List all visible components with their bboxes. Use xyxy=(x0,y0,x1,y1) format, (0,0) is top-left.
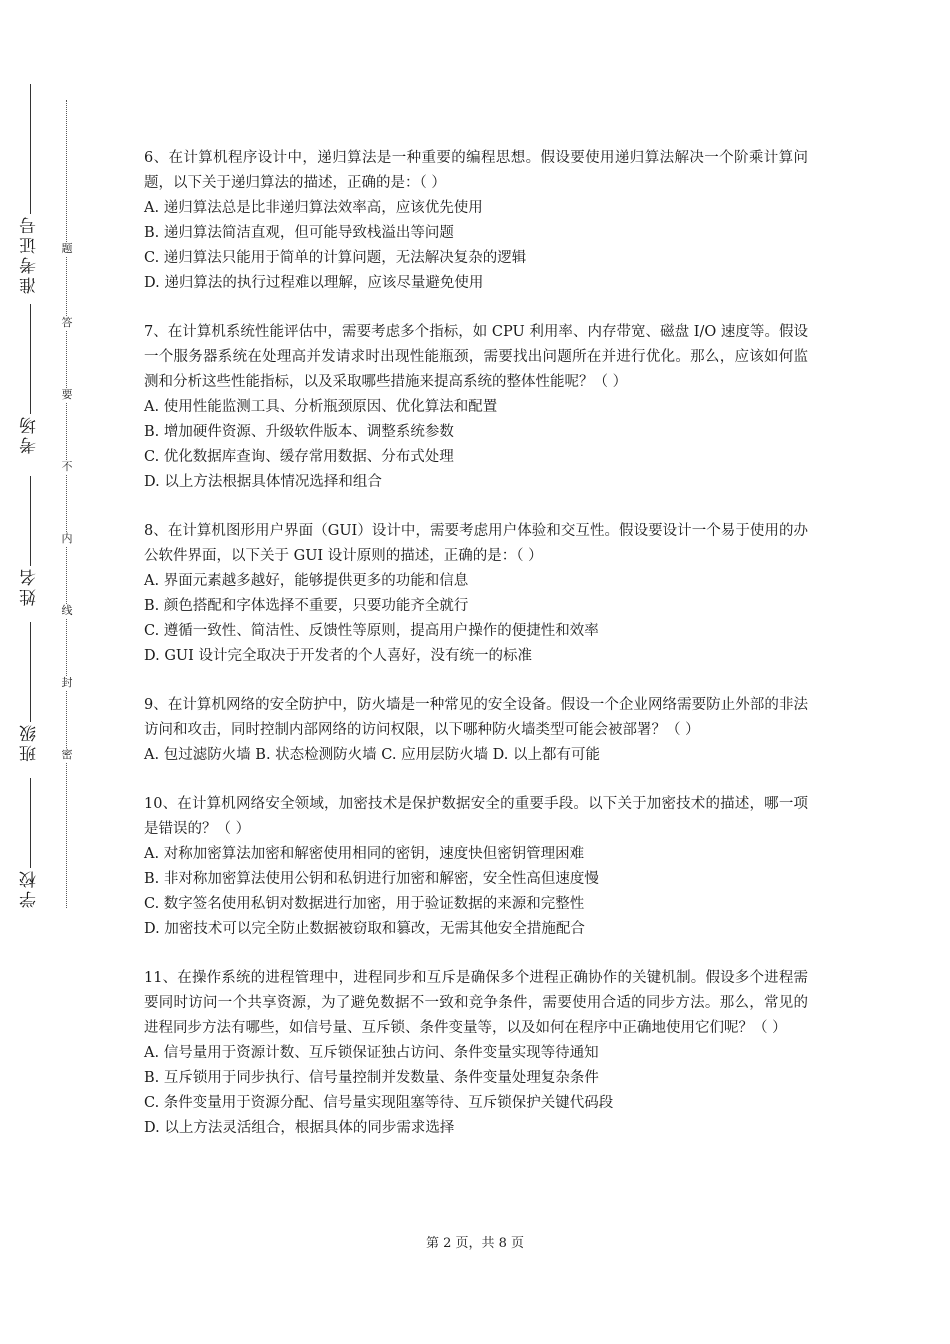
question-number: 6、 xyxy=(144,150,169,166)
question-text: 在计算机系统性能评估中，需要考虑多个指标，如 CPU 利用率、内存带宽、磁盘 I/O 速度等。假设一个服务器系统在处理高并发请求时出现性能瓶颈，需要找出问题所在并进行优化。那么，应该如何监测和分析这些性能指标，以及采取哪些措施来提高系统的整体性能呢？（ ） xyxy=(144,324,809,390)
exam-room-blank[interactable] xyxy=(30,304,31,414)
name-blank[interactable] xyxy=(30,476,31,566)
question-stem xyxy=(144,320,808,395)
option-b: B. 互斥锁用于同步执行、信号量控制并发数量、条件变量处理复杂条件 xyxy=(144,1070,599,1086)
question-number: 10、 xyxy=(144,796,178,812)
option-a: A. 递归算法总是比非递归算法效率高，应该优先使用 xyxy=(144,200,483,216)
question-number: 7、 xyxy=(144,324,168,340)
exam-number-blank[interactable] xyxy=(30,84,31,214)
page-number: 第 2 页，共 8 页 xyxy=(425,1236,525,1251)
question-8 xyxy=(144,519,808,669)
question-stem xyxy=(144,519,808,569)
seal-char: 要 xyxy=(58,388,76,402)
option-b: B. 颜色搭配和字体选择不重要，只要功能齐全就行 xyxy=(144,598,469,614)
option-c: C. 遵循一致性、简洁性、反馈性等原则，提高用户操作的便捷性和效率 xyxy=(144,623,599,639)
question-9 xyxy=(144,693,808,768)
seal-char: 不 xyxy=(58,460,76,474)
option-c: C. 条件变量用于资源分配、信号量实现阻塞等待、互斥锁保护关键代码段 xyxy=(144,1095,614,1111)
options-inline: A. 包过滤防火墙 B. 状态检测防火墙 C. 应用层防火墙 D. 以上都有可能 xyxy=(144,747,601,763)
option-c: C. 优化数据库查询、缓存常用数据、分布式处理 xyxy=(144,449,454,465)
question-stem xyxy=(144,966,808,1041)
question-stem xyxy=(144,146,808,196)
question-stem xyxy=(144,792,808,842)
option-b: B. 增加硬件资源、升级软件版本、调整系统参数 xyxy=(144,424,454,440)
question-text: 在计算机程序设计中，递归算法是一种重要的编程思想。假设要使用递归算法解决一个阶乘计算问题，以下关于递归算法的描述，正确的是：（ ） xyxy=(144,150,808,191)
exam-room-field xyxy=(20,304,40,454)
seal-char: 答 xyxy=(58,316,76,330)
exam-number-field xyxy=(20,84,40,294)
option-b: B. 递归算法简洁直观，但可能导致栈溢出等问题 xyxy=(144,225,454,241)
question-6 xyxy=(144,146,808,296)
question-text: 在计算机网络的安全防护中，防火墙是一种常见的安全设备。假设一个企业网络需要防止外部的非法访问和攻击，同时控制内部网络的访问权限，以下哪种防火墙类型可能会被部署？（ ） xyxy=(144,697,808,738)
option-b: B. 非对称加密算法使用公钥和私钥进行加密和解密，安全性高但速度慢 xyxy=(144,871,599,887)
option-d: D. 递归算法的执行过程难以理解，应该尽量避免使用 xyxy=(144,275,484,291)
school-label: 学校 xyxy=(20,868,40,908)
question-7 xyxy=(144,320,808,495)
question-text: 在计算机网络安全领域，加密技术是保护数据安全的重要手段。以下关于加密技术的描述，哪一项是错误的？（ ） xyxy=(144,796,808,837)
class-field xyxy=(20,622,40,762)
school-field xyxy=(20,778,40,908)
school-blank[interactable] xyxy=(30,778,31,868)
name-field xyxy=(20,476,40,606)
binding-info-fields xyxy=(0,84,60,914)
exam-number-label: 准考证号 xyxy=(20,214,40,294)
option-c: C. 数字签名使用私钥对数据进行加密，用于验证数据的来源和完整性 xyxy=(144,896,585,912)
seal-char: 题 xyxy=(58,242,76,256)
exam-room-label: 考场 xyxy=(20,414,40,454)
question-stem xyxy=(144,693,808,743)
class-label: 班级 xyxy=(20,722,40,762)
class-blank[interactable] xyxy=(30,622,31,722)
seal-char: 内 xyxy=(58,532,76,546)
question-number: 9、 xyxy=(144,697,168,713)
question-text: 在操作系统的进程管理中，进程同步和互斥是确保多个进程正确协作的关键机制。假设多个进程需要同时访问一个共享资源，为了避免数据不一致和竞争条件，需要使用合适的同步方法。那么，常见的进程同步方法有哪些，如信号量、互斥锁、条件变量等，以及如何在程序中正确地使用它们呢？（ ） xyxy=(144,970,808,1036)
option-a: A. 界面元素越多越好，能够提供更多的功能和信息 xyxy=(144,573,469,589)
option-d: D. 以上方法灵活组合，根据具体的同步需求选择 xyxy=(144,1120,455,1136)
seal-char: 线 xyxy=(58,604,76,618)
option-d: D. GUI 设计完全取决于开发者的个人喜好，没有统一的标准 xyxy=(144,648,532,664)
seal-char: 密 xyxy=(58,748,76,762)
seal-char: 封 xyxy=(58,676,76,690)
option-a: A. 信号量用于资源计数、互斥锁保证独占访问、条件变量实现等待通知 xyxy=(144,1045,599,1061)
question-number: 8、 xyxy=(144,523,168,539)
option-d: D. 加密技术可以完全防止数据被窃取和篡改，无需其他安全措施配合 xyxy=(144,921,585,937)
question-10 xyxy=(144,792,808,942)
option-a: A. 对称加密算法加密和解密使用相同的密钥，速度快但密钥管理困难 xyxy=(144,846,585,862)
question-text: 在计算机图形用户界面（GUI）设计中，需要考虑用户体验和交互性。假设要设计一个易于使用的办公软件界面，以下关于 GUI 设计原则的描述，正确的是：（ ） xyxy=(144,523,808,564)
option-c: C. 递归算法只能用于简单的计算问题，无法解决复杂的逻辑 xyxy=(144,250,527,266)
seal-line-text xyxy=(58,100,76,908)
name-label: 姓名 xyxy=(20,566,40,606)
question-number: 11、 xyxy=(144,970,178,986)
question-list xyxy=(144,146,808,1165)
option-d: D. 以上方法根据具体情况选择和组合 xyxy=(144,474,382,490)
question-11 xyxy=(144,966,808,1141)
option-a: A. 使用性能监测工具、分析瓶颈原因、优化算法和配置 xyxy=(144,399,498,415)
